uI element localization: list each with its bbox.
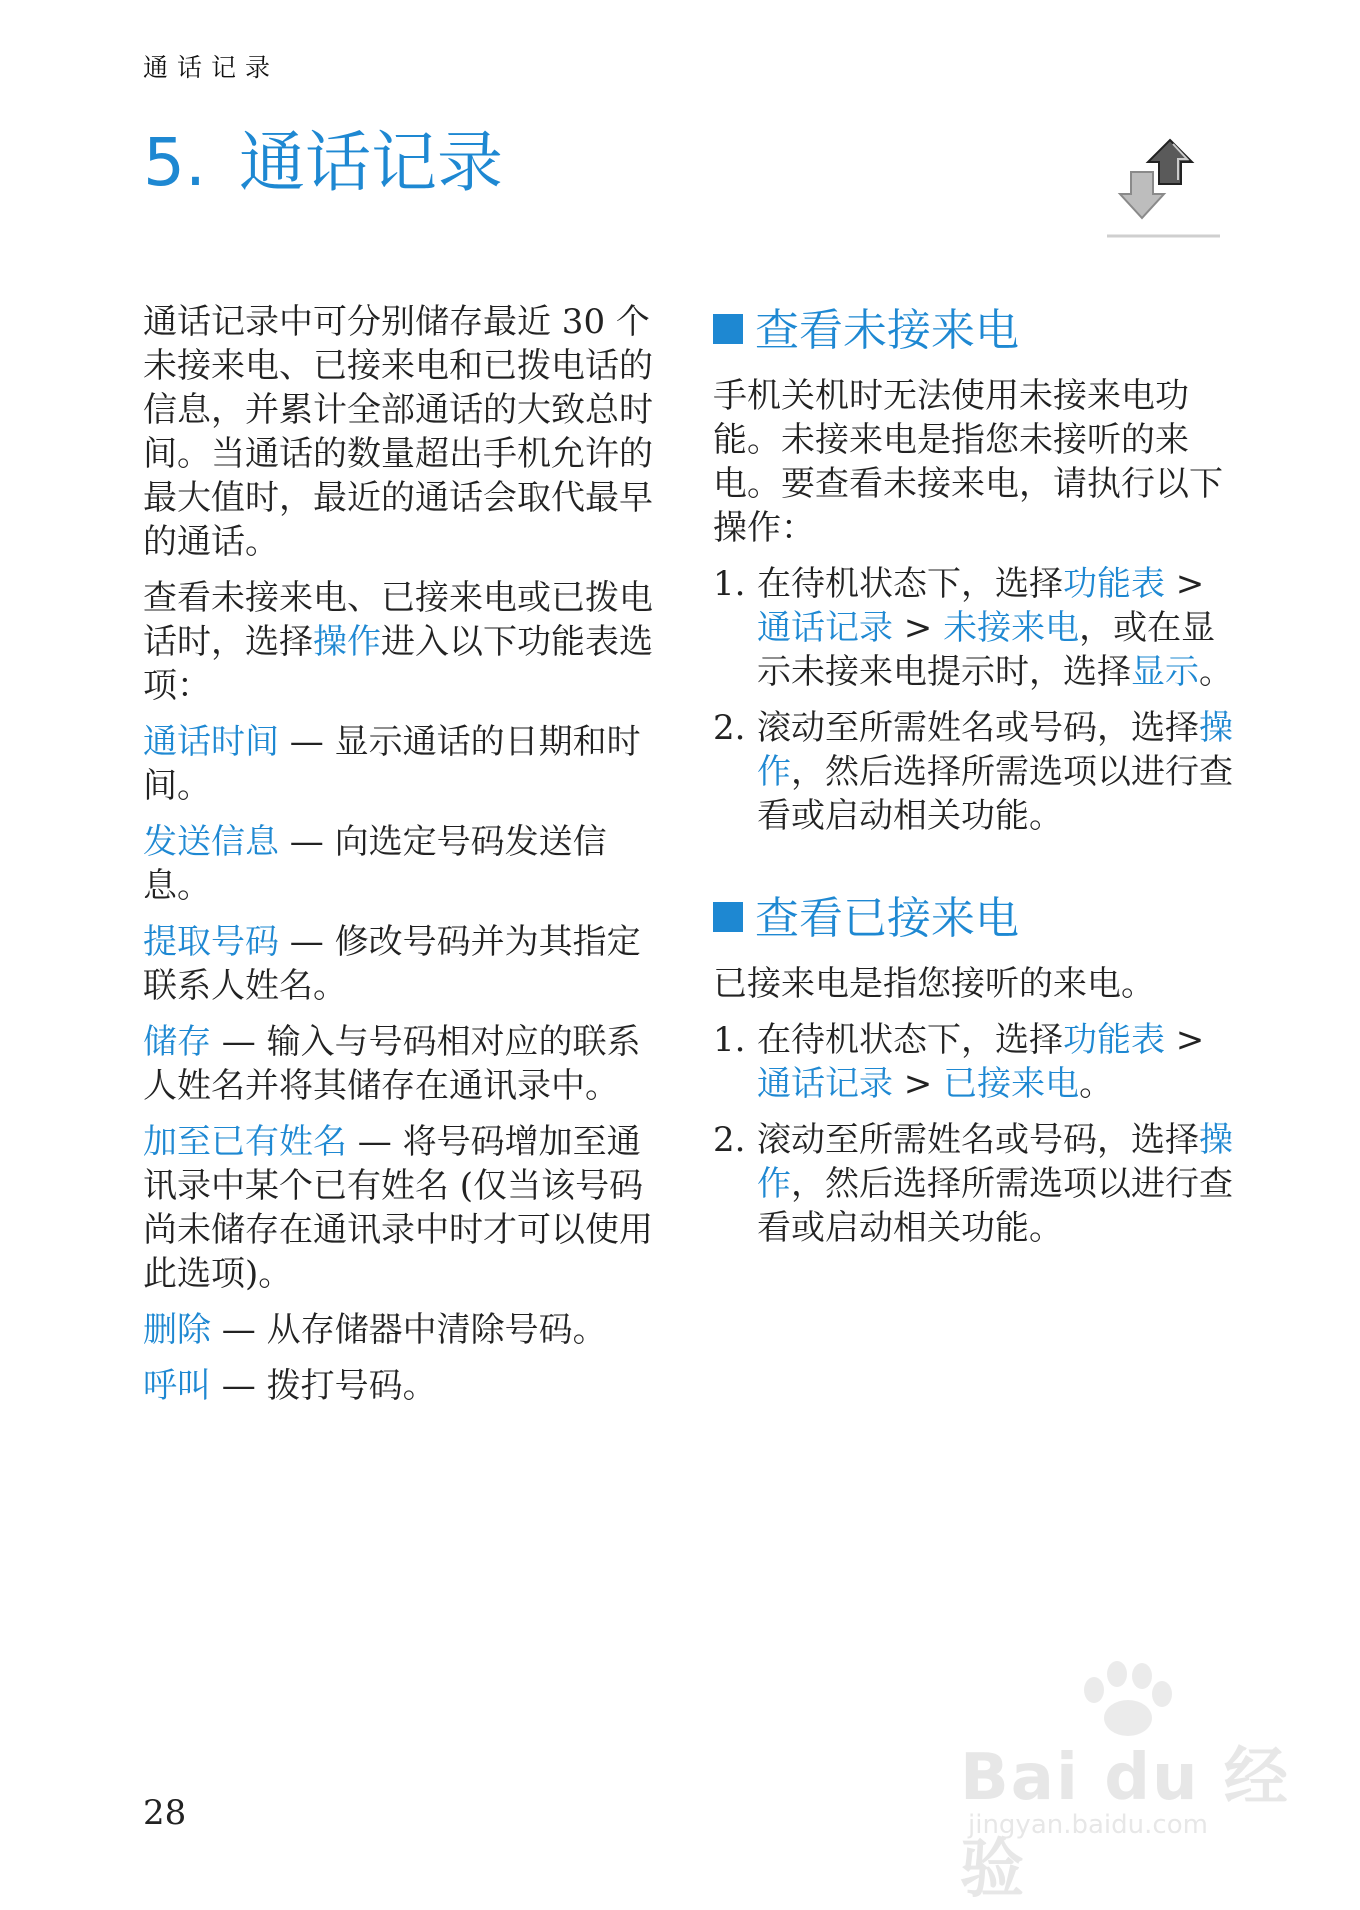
options-intro — [143, 576, 663, 708]
option-desc: — 拨打号码。 — [211, 1366, 437, 1406]
menu-link: 功能表 — [1063, 1020, 1165, 1060]
step-text-end: 。 — [1079, 1064, 1114, 1104]
chapter-title — [143, 118, 503, 208]
missed-calls-link: 未接来电 — [943, 608, 1080, 648]
show-link: 显示 — [1131, 652, 1199, 692]
step-number: 1. — [713, 1020, 746, 1060]
right-column — [713, 300, 1233, 1262]
watermark-url: jingyan.baidu.com — [968, 1810, 1208, 1840]
received-calls-heading — [713, 888, 1233, 950]
option-item — [143, 720, 663, 808]
received-calls-intro: 已接来电是指您接听的来电。 — [713, 964, 1155, 1004]
step-text: 在待机状态下，选择 — [757, 564, 1063, 604]
option-term: 提取号码 — [143, 922, 279, 962]
step-text: ，然后选择所需选项以进行查看或启动相关功能。 — [757, 1164, 1233, 1248]
option-desc: — 向选定号码发送信息。 — [143, 822, 607, 906]
step-text: 在待机状态下，选择 — [757, 1020, 1063, 1060]
step-number: 1. — [713, 564, 746, 604]
step-number: 2. — [713, 708, 746, 748]
option-term: 通话时间 — [143, 722, 279, 762]
option-term: 储存 — [143, 1022, 211, 1062]
missed-calls-intro: 手机关机时无法使用未接来电功能。未接来电是指您未接听的来电。要查看未接来电，请执行以下操作： — [713, 376, 1223, 548]
chapter-number: 5. — [143, 124, 206, 201]
option-item — [143, 1308, 663, 1352]
section-square-icon — [713, 314, 743, 344]
step-text: 滚动至所需姓名或号码，选择 — [757, 1120, 1199, 1160]
missed-step-1 — [713, 562, 1233, 694]
option-desc: — 显示通话的日期和时间。 — [143, 722, 641, 806]
step-text-end: 。 — [1199, 652, 1233, 692]
step-number: 2. — [713, 1120, 746, 1160]
missed-step-2 — [713, 706, 1233, 838]
option-desc: — 从存储器中清除号码。 — [211, 1310, 607, 1350]
option-item — [143, 1020, 663, 1108]
step-text: ，然后选择所需选项以进行查看或启动相关功能。 — [757, 752, 1233, 836]
step-text: 滚动至所需姓名或号码，选择 — [757, 708, 1199, 748]
option-item — [143, 820, 663, 908]
call-log-arrows-icon — [1095, 128, 1225, 240]
missed-calls-heading — [713, 300, 1233, 362]
menu-link: 功能表 — [1063, 564, 1165, 604]
option-desc: — 输入与号码相对应的联系人姓名并将其储存在通讯录中。 — [143, 1022, 641, 1106]
option-desc: — 修改号码并为其指定联系人姓名。 — [143, 922, 641, 1006]
option-term: 呼叫 — [143, 1366, 211, 1406]
chapter-title-text: 通话记录 — [239, 124, 503, 201]
path-separator: > — [1165, 1020, 1205, 1060]
watermark-logo: Bai du 经验 — [960, 1741, 1290, 1907]
path-separator: > — [893, 608, 944, 648]
baidu-watermark — [960, 1660, 1290, 1907]
received-calls-heading-text: 查看已接来电 — [755, 893, 1019, 944]
options-intro-text-end: 进入以下功能表选项： — [143, 622, 653, 706]
call-log-link: 通话记录 — [757, 1064, 893, 1104]
received-step-1 — [713, 1018, 1233, 1106]
path-separator: > — [1165, 564, 1205, 604]
option-term: 加至已有姓名 — [143, 1122, 347, 1162]
path-separator: > — [893, 1064, 944, 1104]
option-desc: — 将号码增加至通讯录中某个已有姓名 (仅当该号码尚未储存在通讯录中时才可以使用此选项)。 — [143, 1122, 653, 1294]
intro-paragraph: 通话记录中可分别储存最近 30 个未接来电、已接来电和已拨电话的信息，并累计全部通话的大致总时间。当通话的数量超出手机允许的最大值时，最近的通话会取代最早的通话。 — [143, 302, 653, 562]
received-step-2 — [713, 1118, 1233, 1250]
operation-link: 操作 — [313, 622, 381, 662]
page-number: 28 — [143, 1793, 187, 1833]
option-term: 发送信息 — [143, 822, 279, 862]
option-item — [143, 1120, 663, 1296]
options-intro-text: 查看未接来电、已接来电或已拨电话时，选择 — [143, 578, 653, 662]
step-text: ，或在显示未接来电提示时，选择 — [757, 608, 1216, 692]
operation-link: 操作 — [757, 708, 1233, 792]
missed-calls-heading-text: 查看未接来电 — [755, 305, 1019, 356]
call-log-link: 通话记录 — [757, 608, 893, 648]
option-item — [143, 920, 663, 1008]
option-item — [143, 1364, 663, 1408]
section-square-icon — [713, 902, 743, 932]
received-calls-link: 已接来电 — [943, 1064, 1080, 1104]
option-term: 删除 — [143, 1310, 211, 1350]
operation-link: 操作 — [757, 1120, 1233, 1204]
running-head: 通话记录 — [143, 53, 280, 82]
left-column — [143, 300, 663, 1420]
